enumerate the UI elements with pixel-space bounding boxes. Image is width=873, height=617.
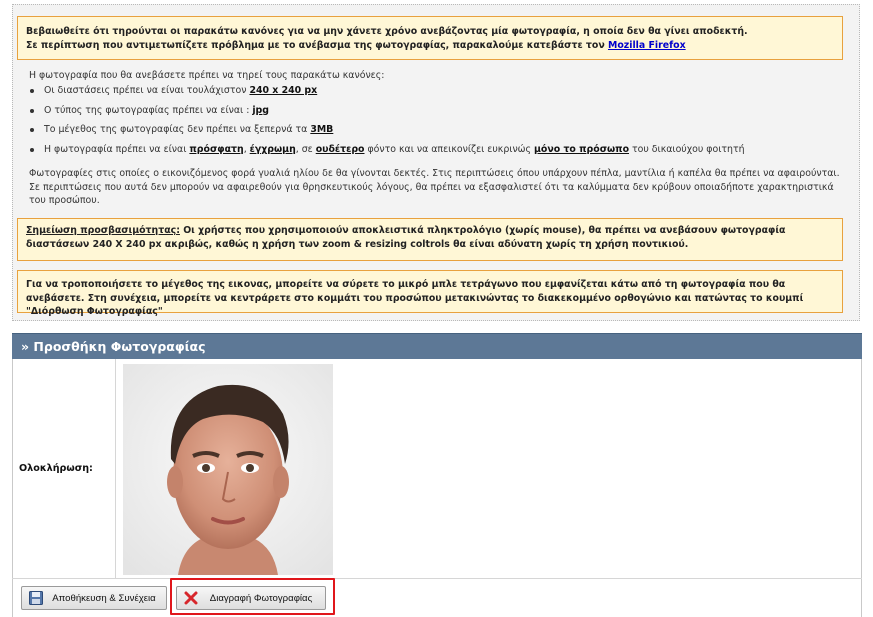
completion-label: Ολοκλήρωση: bbox=[19, 463, 93, 474]
uploaded-photo bbox=[123, 364, 333, 575]
floppy-disk-icon bbox=[29, 591, 43, 605]
delete-highlight-box bbox=[170, 578, 335, 615]
notice-accessibility bbox=[17, 218, 843, 261]
notice-line-1: Βεβαιωθείτε ότι τηρούνται οι παρακάτω κανόνες για να μην χάνετε χρόνο ανεβάζοντας μία φωτογραφία, η οποία δεν θα γίνει αποδεκτή. bbox=[26, 26, 748, 37]
rule-type: Ο τύπος της φωτογραφίας πρέπει να είναι : jpg bbox=[26, 104, 745, 124]
delete-photo-label: Διαγραφή Φωτογραφίας bbox=[209, 593, 313, 604]
save-continue-label: Αποθήκευση & Συνέχεια bbox=[52, 593, 156, 604]
row-divider bbox=[12, 578, 862, 579]
rule-dimensions: Οι διαστάσεις πρέπει να είναι τουλάχιστον 240 x 240 px bbox=[26, 84, 745, 104]
firefox-link[interactable]: Mozilla Firefox bbox=[608, 39, 686, 51]
rules-intro: Η φωτογραφία που θα ανεβάσετε πρέπει να τηρεί τους παρακάτω κανόνες: bbox=[29, 70, 385, 81]
rule-size: Το μέγεθος της φωτογραφίας δεν πρέπει να ξεπερνά τα 3MB bbox=[26, 123, 745, 143]
notice-line-2: Σε περίπτωση που αντιμετωπίζετε πρόβλημα με το ανέβασμα της φωτογραφίας, παρακαλούμε κατεβάστε τον Mozilla Firefox bbox=[26, 39, 686, 51]
accessibility-label: Σημείωση προσβασιμότητας: bbox=[26, 225, 180, 236]
glasses-paragraph: Φωτογραφίες στις οποίες ο εικονιζόμενος φορά γυαλιά ηλίου δε θα γίνονται δεκτές. Στις περιπτώσεις όπου υπάρχουν πέπλα, μαντίλια ή καπέλα θα πρέπει να αφαιρούνται. Σε περιπτώσεις που αυτά δεν μπορούν να αφαιρεθούν για θρησκευτικούς λόγους, θα πρέπει να εξασφαλιστεί ότι τα καλύμματα δεν κρύβουν οποιαδήποτε χαρακτηριστικά του προσώπου. bbox=[29, 168, 840, 206]
notice-resize: Για να τροποποιήσετε το μέγεθος της εικονας, μπορείτε να σύρετε το μικρό μπλε τετράγωνο που εμφανίζεται κάτω από τη φωτογραφία που θα ανεβάσετε. Στη συνέχεια, μπορείτε να κεντράρετε στο κομμάτι του προσώπου μετακινώντας το διακεκομμένο ορθογώνιο και πατώντας το κουμπί "Διόρθωση Φωτογραφίας" bbox=[17, 270, 843, 313]
notice-upload-warning bbox=[17, 16, 843, 60]
column-divider bbox=[115, 359, 116, 579]
face-portrait-icon bbox=[123, 364, 333, 575]
accessibility-text: Οι χρήστες που χρησιμοποιούν αποκλειστικά πληκτρολόγιο (χωρίς mouse), θα πρέπει να ανεβάσουν φωτογραφία διαστάσεων 240 Χ 240 px ακριβώς, καθώς η χρήση των zoom & resizing coltrols θα είναι αδύνατη χωρίς τη χρήση ποντικιού. bbox=[26, 225, 786, 250]
rules-list bbox=[26, 84, 745, 162]
rule-appearance: Η φωτογραφία πρέπει να είναι πρόσφατη, έγχρωμη, σε ουδέτερο φόντο και να απεικονίζει ευκρινώς μόνο το πρόσωπο του δικαιούχου φοιτητή bbox=[26, 143, 745, 163]
save-continue-button[interactable] bbox=[21, 586, 167, 610]
panel-title: » Προσθήκη Φωτογραφίας bbox=[12, 333, 862, 359]
